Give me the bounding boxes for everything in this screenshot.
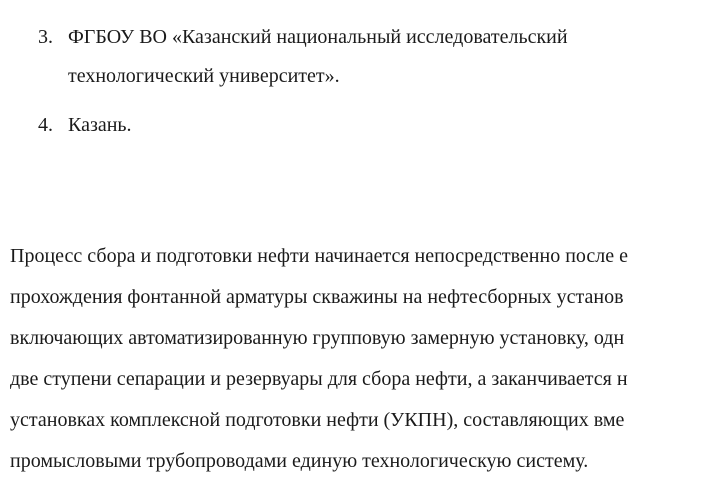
list-item-number: 4. bbox=[38, 114, 53, 136]
paragraph-line: Процесс сбора и подготовки нефти начинается непосредственно после е bbox=[10, 245, 629, 267]
numbered-list bbox=[38, 18, 720, 155]
paragraph-line: включающих автоматизированную групповую замерную установку, одн bbox=[10, 327, 625, 349]
list-item-4 bbox=[38, 106, 720, 145]
list-item-text: ФГБОУ ВО «Казанский национальный исследовательский технологический университет». bbox=[68, 26, 568, 87]
list-item-text: Казань. bbox=[68, 114, 132, 136]
paragraph-line: две ступени сепарации и резервуары для сбора нефти, а заканчивается н bbox=[10, 368, 628, 390]
paragraph-line: прохождения фонтанной арматуры скважины на нефтесборных установ bbox=[10, 286, 624, 308]
list-item-number: 3. bbox=[38, 26, 53, 48]
list-item-3 bbox=[38, 18, 720, 96]
paragraph-line: установках комплексной подготовки нефти (УКПН), составляющих вме bbox=[10, 409, 625, 431]
body-paragraph bbox=[10, 236, 720, 482]
paragraph-line: промысловыми трубопроводами единую технологическую систему. bbox=[10, 450, 589, 472]
